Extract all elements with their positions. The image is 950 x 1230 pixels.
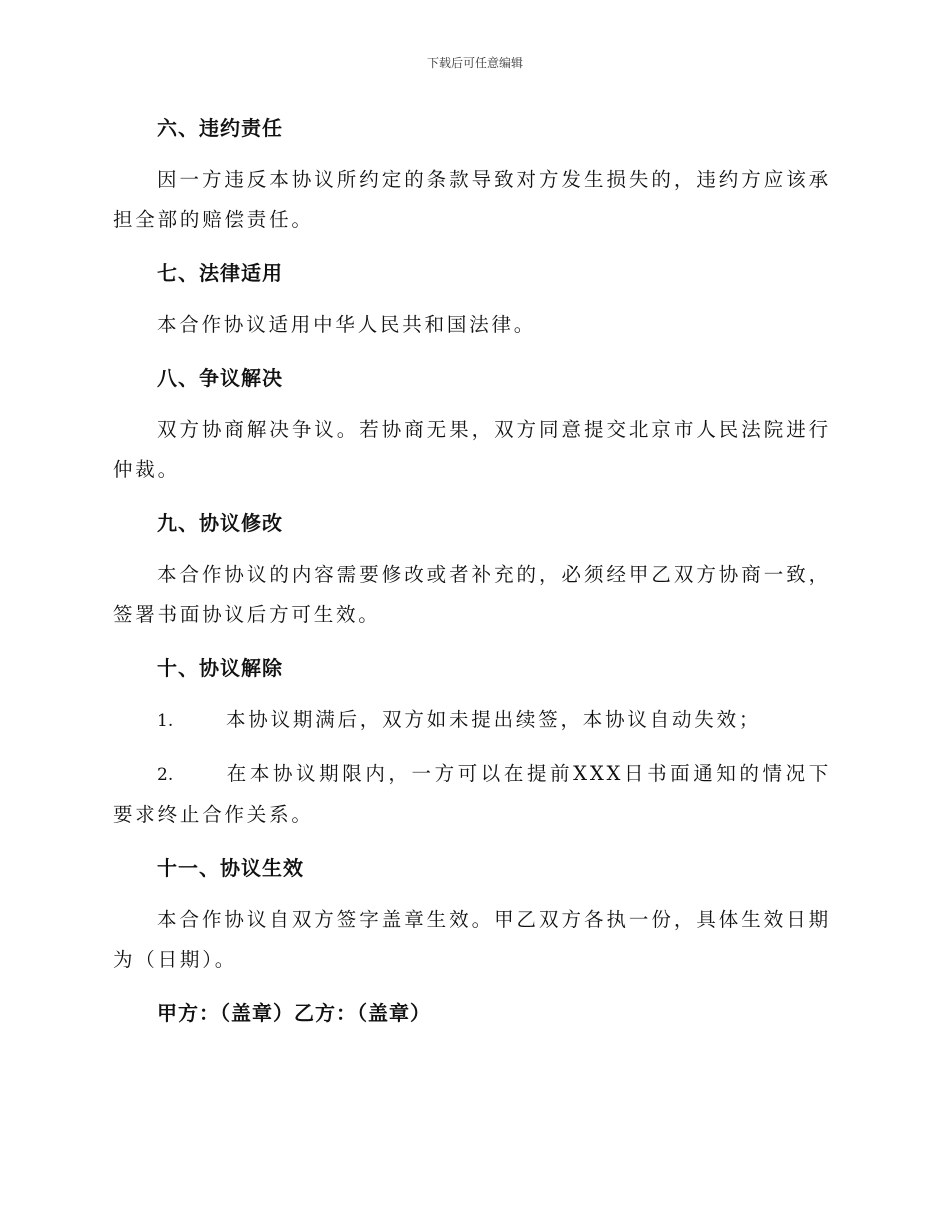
list-item: [113, 700, 831, 741]
section-breach-liability: [113, 108, 831, 240]
section-paragraph: 本合作协议适用中华人民共和国法律。: [157, 313, 537, 336]
section-paragraph: 双方协商解决争议。若协商无果，双方同意提交北京市人民法院进行仲裁。: [113, 418, 831, 481]
section-heading: 八、争议解决: [157, 366, 283, 390]
section-heading: 十一、协议生效: [157, 856, 304, 880]
page-header: 下载后可任意编辑: [426, 56, 523, 70]
list-item-text: 在本协议期限内，一方可以在提前XXX日书面通知的情况下要求终止合作关系。: [113, 762, 831, 826]
section-paragraph: 因一方违反本协议所约定的条款导致对方发生损失的，违约方应该承担全部的赔偿责任。: [113, 168, 831, 231]
section-applicable-law: [113, 253, 831, 345]
list-item-number: 1.: [157, 711, 174, 731]
section-heading: 九、协议修改: [157, 511, 283, 535]
section-heading: 七、法律适用: [157, 261, 283, 285]
list-item: [113, 754, 831, 835]
list-item-text: 本协议期满后，双方如未提出续签，本协议自动失效；: [226, 708, 762, 731]
section-dispute-resolution: [113, 358, 831, 490]
section-paragraph: 本合作协议自双方签字盖章生效。甲乙双方各执一份，具体生效日期为（日期）。: [113, 908, 831, 971]
section-termination: [113, 648, 831, 835]
document-body: [113, 108, 831, 1033]
section-effectiveness: [113, 848, 831, 980]
list-item-number: 2.: [157, 765, 174, 785]
section-paragraph: 本合作协议的内容需要修改或者补充的，必须经甲乙双方协商一致，签署书面协议后方可生效。: [113, 563, 831, 626]
section-heading: 十、协议解除: [157, 656, 283, 680]
section-heading: 六、违约责任: [157, 116, 283, 140]
section-amendment: [113, 503, 831, 635]
signature-line: 甲方：（盖章）乙方：（盖章）: [157, 1001, 431, 1025]
